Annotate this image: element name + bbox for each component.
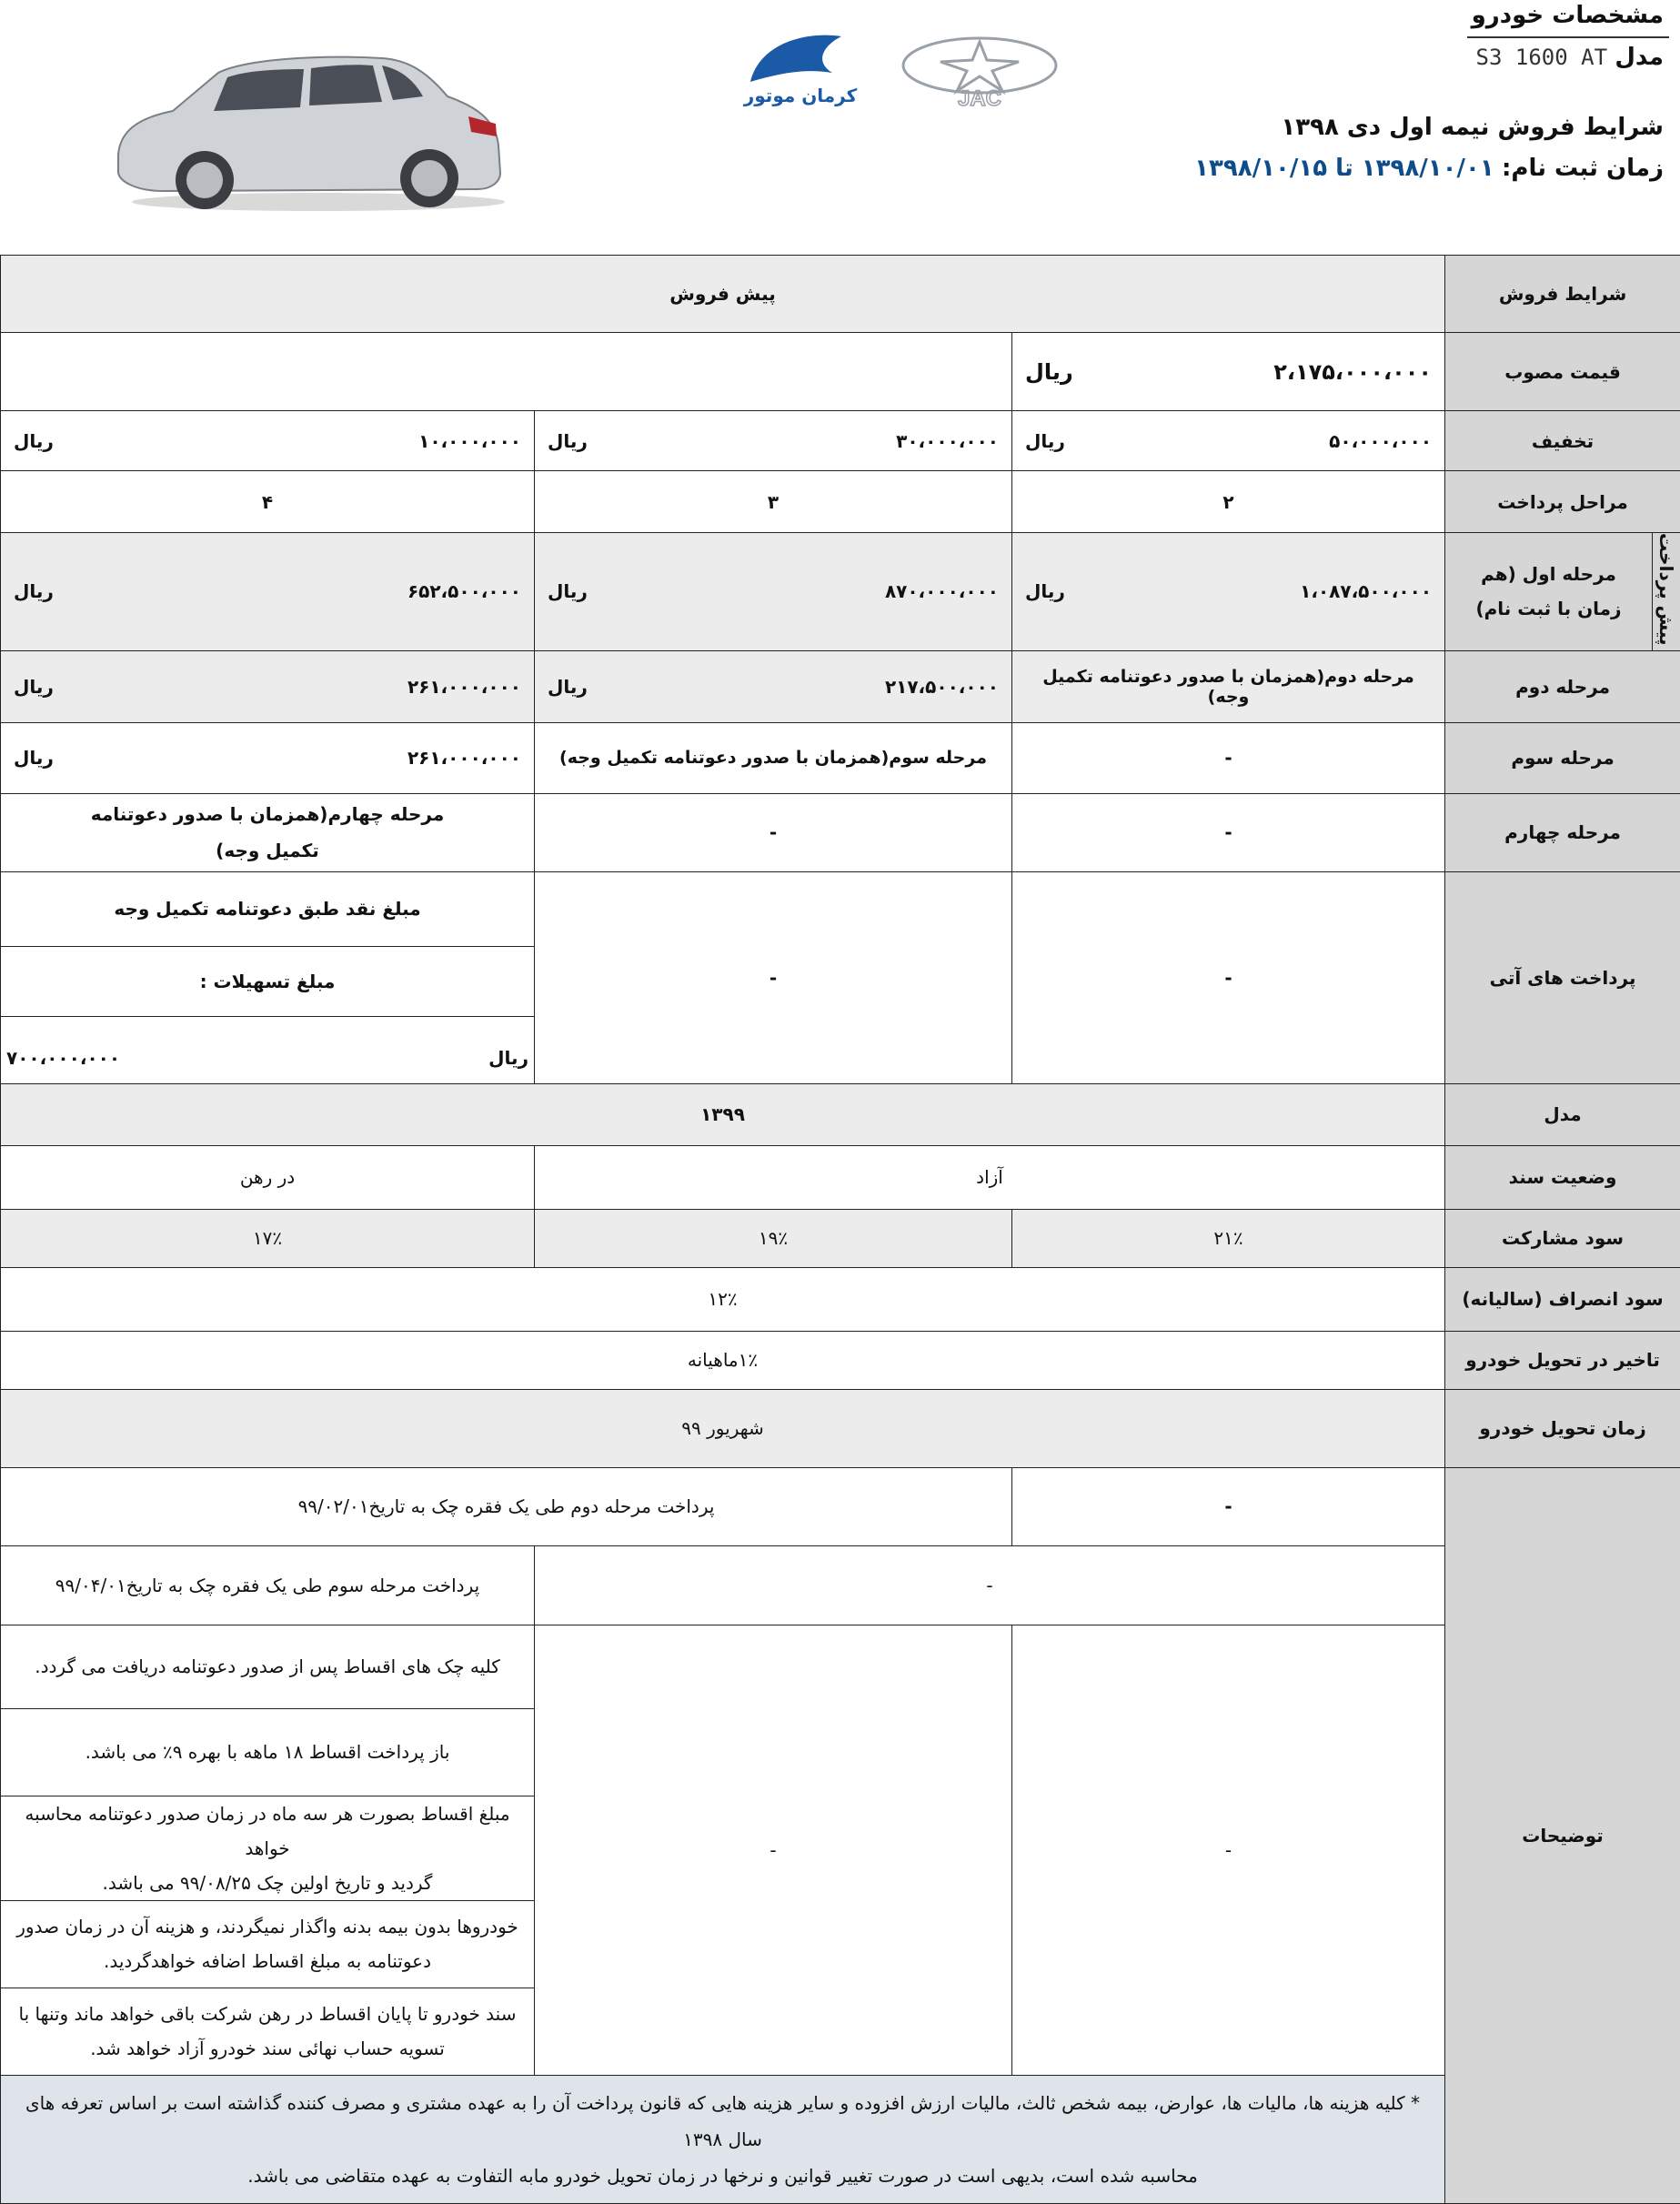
stage1-2: ۱،۰۸۷،۵۰۰،۰۰۰ <box>1300 580 1432 602</box>
row-delivery-time <box>1 1389 1680 1467</box>
note6-line1: خودروها بدون بیمه بدنه واگذار نمیگردند، و هزینه آن در زمان صدور <box>14 1909 521 1944</box>
note-installment-checks: کلیه چک های اقساط پس از صدور دعوتنامه دریافت می گردد. <box>1 1625 535 1708</box>
cancel-profit-label: سود انصراف (سالیانه) <box>1445 1267 1680 1331</box>
cancel-profit-value: ۱۲٪ <box>1 1267 1445 1331</box>
model-year-label: مدل <box>1445 1083 1680 1145</box>
note5-line1: مبلغ اقساط بصورت هر سه ماه در زمان صدور دعوتنامه محاسبه خواهد <box>14 1796 521 1866</box>
note-stage2-check: پرداخت مرحله دوم طی یک فقره چک به تاریخ۹۹/۰۲/۰۱ <box>1 1467 1012 1545</box>
stage4-3: - <box>535 793 1012 871</box>
jac-logo <box>900 35 1060 107</box>
model-code: S3 1600 AT <box>1476 45 1608 70</box>
delivery-time-value: شهریور ۹۹ <box>1 1389 1445 1467</box>
profit-2: ۲۱٪ <box>1012 1209 1445 1267</box>
notes-col3-dash: - <box>535 1625 1012 2075</box>
stage3-label: مرحله سوم <box>1445 722 1680 793</box>
stage4-label: مرحله چهارم <box>1445 793 1680 871</box>
stages-2: ۲ <box>1012 471 1445 533</box>
row-note-3 <box>1 1625 1680 1708</box>
registration-period <box>1194 155 1664 182</box>
stages-4: ۴ <box>1 471 535 533</box>
currency-unit: ریال <box>1025 430 1065 452</box>
row-deed-status <box>1 1145 1680 1209</box>
delay-value: ۱٪ماهیانه <box>1 1331 1445 1389</box>
footer-line2: محاسبه شده است، بدیهی است در صورت تغییر قوانین و نرخها در زمان تحویل خودرو مابه التفاوت به عهده متقاضی می باشد. <box>19 2158 1426 2194</box>
stage2-3: ۲۱۷،۵۰۰،۰۰۰ <box>885 676 999 698</box>
delivery-time-label: زمان تحویل خودرو <box>1445 1389 1680 1467</box>
future-2: - <box>1012 871 1445 1083</box>
model-line <box>1476 44 1664 71</box>
row-stage-1 <box>1 533 1680 651</box>
currency-unit: ریال <box>488 1047 528 1069</box>
row-discount <box>1 411 1680 471</box>
row-stage-2 <box>1 650 1680 722</box>
row-note-2 <box>1 1545 1680 1625</box>
future-cash-text: مبلغ نقد طبق دعوتنامه تکمیل وجه <box>1 871 535 946</box>
page-title: مشخصات خودرو <box>1472 2 1664 29</box>
row-model-year <box>1 1083 1680 1145</box>
note1-col2: - <box>1012 1467 1445 1545</box>
discount-label: تخفیف <box>1445 411 1680 471</box>
sale-type-value: پیش فروش <box>1 256 1445 333</box>
note-installment-amount <box>1 1796 535 1900</box>
future-payments-label: پرداخت های آتی <box>1445 871 1680 1083</box>
kerman-motor-logo <box>723 25 878 107</box>
row-cancel-profit <box>1 1267 1680 1331</box>
stage1-3: ۸۷۰،۰۰۰،۰۰۰ <box>885 580 999 602</box>
title-underline <box>1467 36 1669 38</box>
note-insurance <box>1 1900 535 1988</box>
row-approved-price <box>1 333 1680 411</box>
stages-3: ۳ <box>535 471 1012 533</box>
prepayment-side-label: پیش پرداخت <box>1655 533 1677 646</box>
sale-title: شرایط فروش نیمه اول دی ۱۳۹۸ <box>1281 114 1664 141</box>
note6-line2: دعوتنامه به مبلغ اقساط اضافه خواهدگردید. <box>14 1944 521 1978</box>
row-payment-stages <box>1 471 1680 533</box>
row-stage-3 <box>1 722 1680 793</box>
stage4-text-line2: تکمیل وجه) <box>14 832 521 869</box>
delay-label: تاخیر در تحویل خودرو <box>1445 1331 1680 1389</box>
row-stage-4 <box>1 793 1680 871</box>
jac-logo-text: JAC <box>958 86 1001 107</box>
note2-dash: - <box>535 1545 1445 1625</box>
row-future-cash <box>1 871 1680 946</box>
profit-3: ۱۹٪ <box>535 1209 1012 1267</box>
currency-unit: ریال <box>1025 580 1065 602</box>
stage1-4: ۶۵۲،۵۰۰،۰۰۰ <box>407 580 521 602</box>
note-repayment: باز پرداخت اقساط ۱۸ ماهه با بهره ۹٪ می باشد. <box>1 1708 535 1796</box>
payment-stages-label: مراحل پرداخت <box>1445 471 1680 533</box>
deed-status-label: وضعیت سند <box>1445 1145 1680 1209</box>
row-footer-note <box>1 2075 1680 2203</box>
notes-col2-dash: - <box>1012 1625 1445 2075</box>
notes-label: توضیحات <box>1445 1467 1680 2203</box>
sale-conditions-label: شرایط فروش <box>1445 256 1680 333</box>
currency-unit: ریال <box>1025 359 1073 385</box>
approved-price-value: ۲،۱۷۵،۰۰۰،۰۰۰ <box>1273 359 1432 385</box>
stage2-label: مرحله دوم <box>1445 650 1680 722</box>
sales-conditions-table <box>0 255 1680 2204</box>
row-note-1 <box>1 1467 1680 1545</box>
discount-3: ۳۰،۰۰۰،۰۰۰ <box>896 430 999 452</box>
currency-unit: ریال <box>14 747 54 769</box>
stage4-2: - <box>1012 793 1445 871</box>
currency-unit: ریال <box>14 430 54 452</box>
note7-line1: سند خودرو تا پایان اقساط در رهن شرکت باقی خواهد ماند وتنها با <box>14 1997 521 2031</box>
approved-price-label: قیمت مصوب <box>1445 333 1680 411</box>
row-delivery-delay <box>1 1331 1680 1389</box>
currency-unit: ریال <box>548 580 588 602</box>
stage3-3: مرحله سوم(همزمان با صدور دعوتنامه تکمیل وجه) <box>535 722 1012 793</box>
stage3-2: - <box>1012 722 1445 793</box>
approved-price-cell <box>1012 333 1445 411</box>
stage4-4 <box>1 793 535 871</box>
kerman-logo-text: کرمان موتور <box>743 85 858 106</box>
note7-line2: تسویه حساب نهائی سند خودرو آزاد خواهد شد. <box>14 2031 521 2066</box>
footer-note <box>1 2075 1445 2203</box>
profit-4: ۱۷٪ <box>1 1209 535 1267</box>
stage3-4: ۲۶۱،۰۰۰،۰۰۰ <box>407 747 521 769</box>
stage1-label: مرحله اول (هم زمان با ثبت نام) <box>1445 533 1653 651</box>
currency-unit: ریال <box>14 676 54 698</box>
deed-mortgage: در رهن <box>1 1145 535 1209</box>
currency-unit: ریال <box>548 430 588 452</box>
row-profit-share <box>1 1209 1680 1267</box>
discount-2: ۵۰،۰۰۰،۰۰۰ <box>1329 430 1432 452</box>
deed-free: آزاد <box>535 1145 1445 1209</box>
model-label: مدل <box>1615 44 1664 71</box>
future-3: - <box>535 871 1012 1083</box>
note-deed-mortgage <box>1 1988 535 2075</box>
stage2-2: مرحله دوم(همزمان با صدور دعوتنامه تکمیل وجه) <box>1012 650 1445 722</box>
note5-line2: گردید و تاریخ اولین چک ۹۹/۰۸/۲۵ می باشد. <box>14 1866 521 1900</box>
profit-share-label: سود مشارکت <box>1445 1209 1680 1267</box>
currency-unit: ریال <box>548 676 588 698</box>
registration-range: ۱۳۹۸/۱۰/۰۱ تا ۱۳۹۸/۱۰/۱۵ <box>1194 155 1494 182</box>
stage4-text-line1: مرحله چهارم(همزمان با صدور دعوتنامه <box>14 796 521 832</box>
loan-label: مبلغ تسهیلات : <box>1 946 535 1016</box>
registration-label: زمان ثبت نام: <box>1502 155 1664 182</box>
car-image <box>109 45 509 214</box>
footer-line1: * کلیه هزینه ها، مالیات ها، عوارض، بیمه شخص ثالث، مالیات ارزش افزوده و سایر هزینه هایی که قانون پرداخت آن را به عهده مشتری و مصرف کننده گذاشته است بر اساس تعرفه های سال ۱۳۹۸ <box>19 2085 1426 2158</box>
model-year-value: ۱۳۹۹ <box>1 1083 1445 1145</box>
stage2-4: ۲۶۱،۰۰۰،۰۰۰ <box>407 676 521 698</box>
currency-unit: ریال <box>14 580 54 602</box>
row-sale-conditions <box>1 256 1680 333</box>
discount-4: ۱۰،۰۰۰،۰۰۰ <box>418 430 521 452</box>
loan-value: ۷۰۰،۰۰۰،۰۰۰ <box>6 1047 120 1069</box>
note-stage3-check: پرداخت مرحله سوم طی یک فقره چک به تاریخ۹۹/۰۴/۰۱ <box>1 1545 535 1625</box>
